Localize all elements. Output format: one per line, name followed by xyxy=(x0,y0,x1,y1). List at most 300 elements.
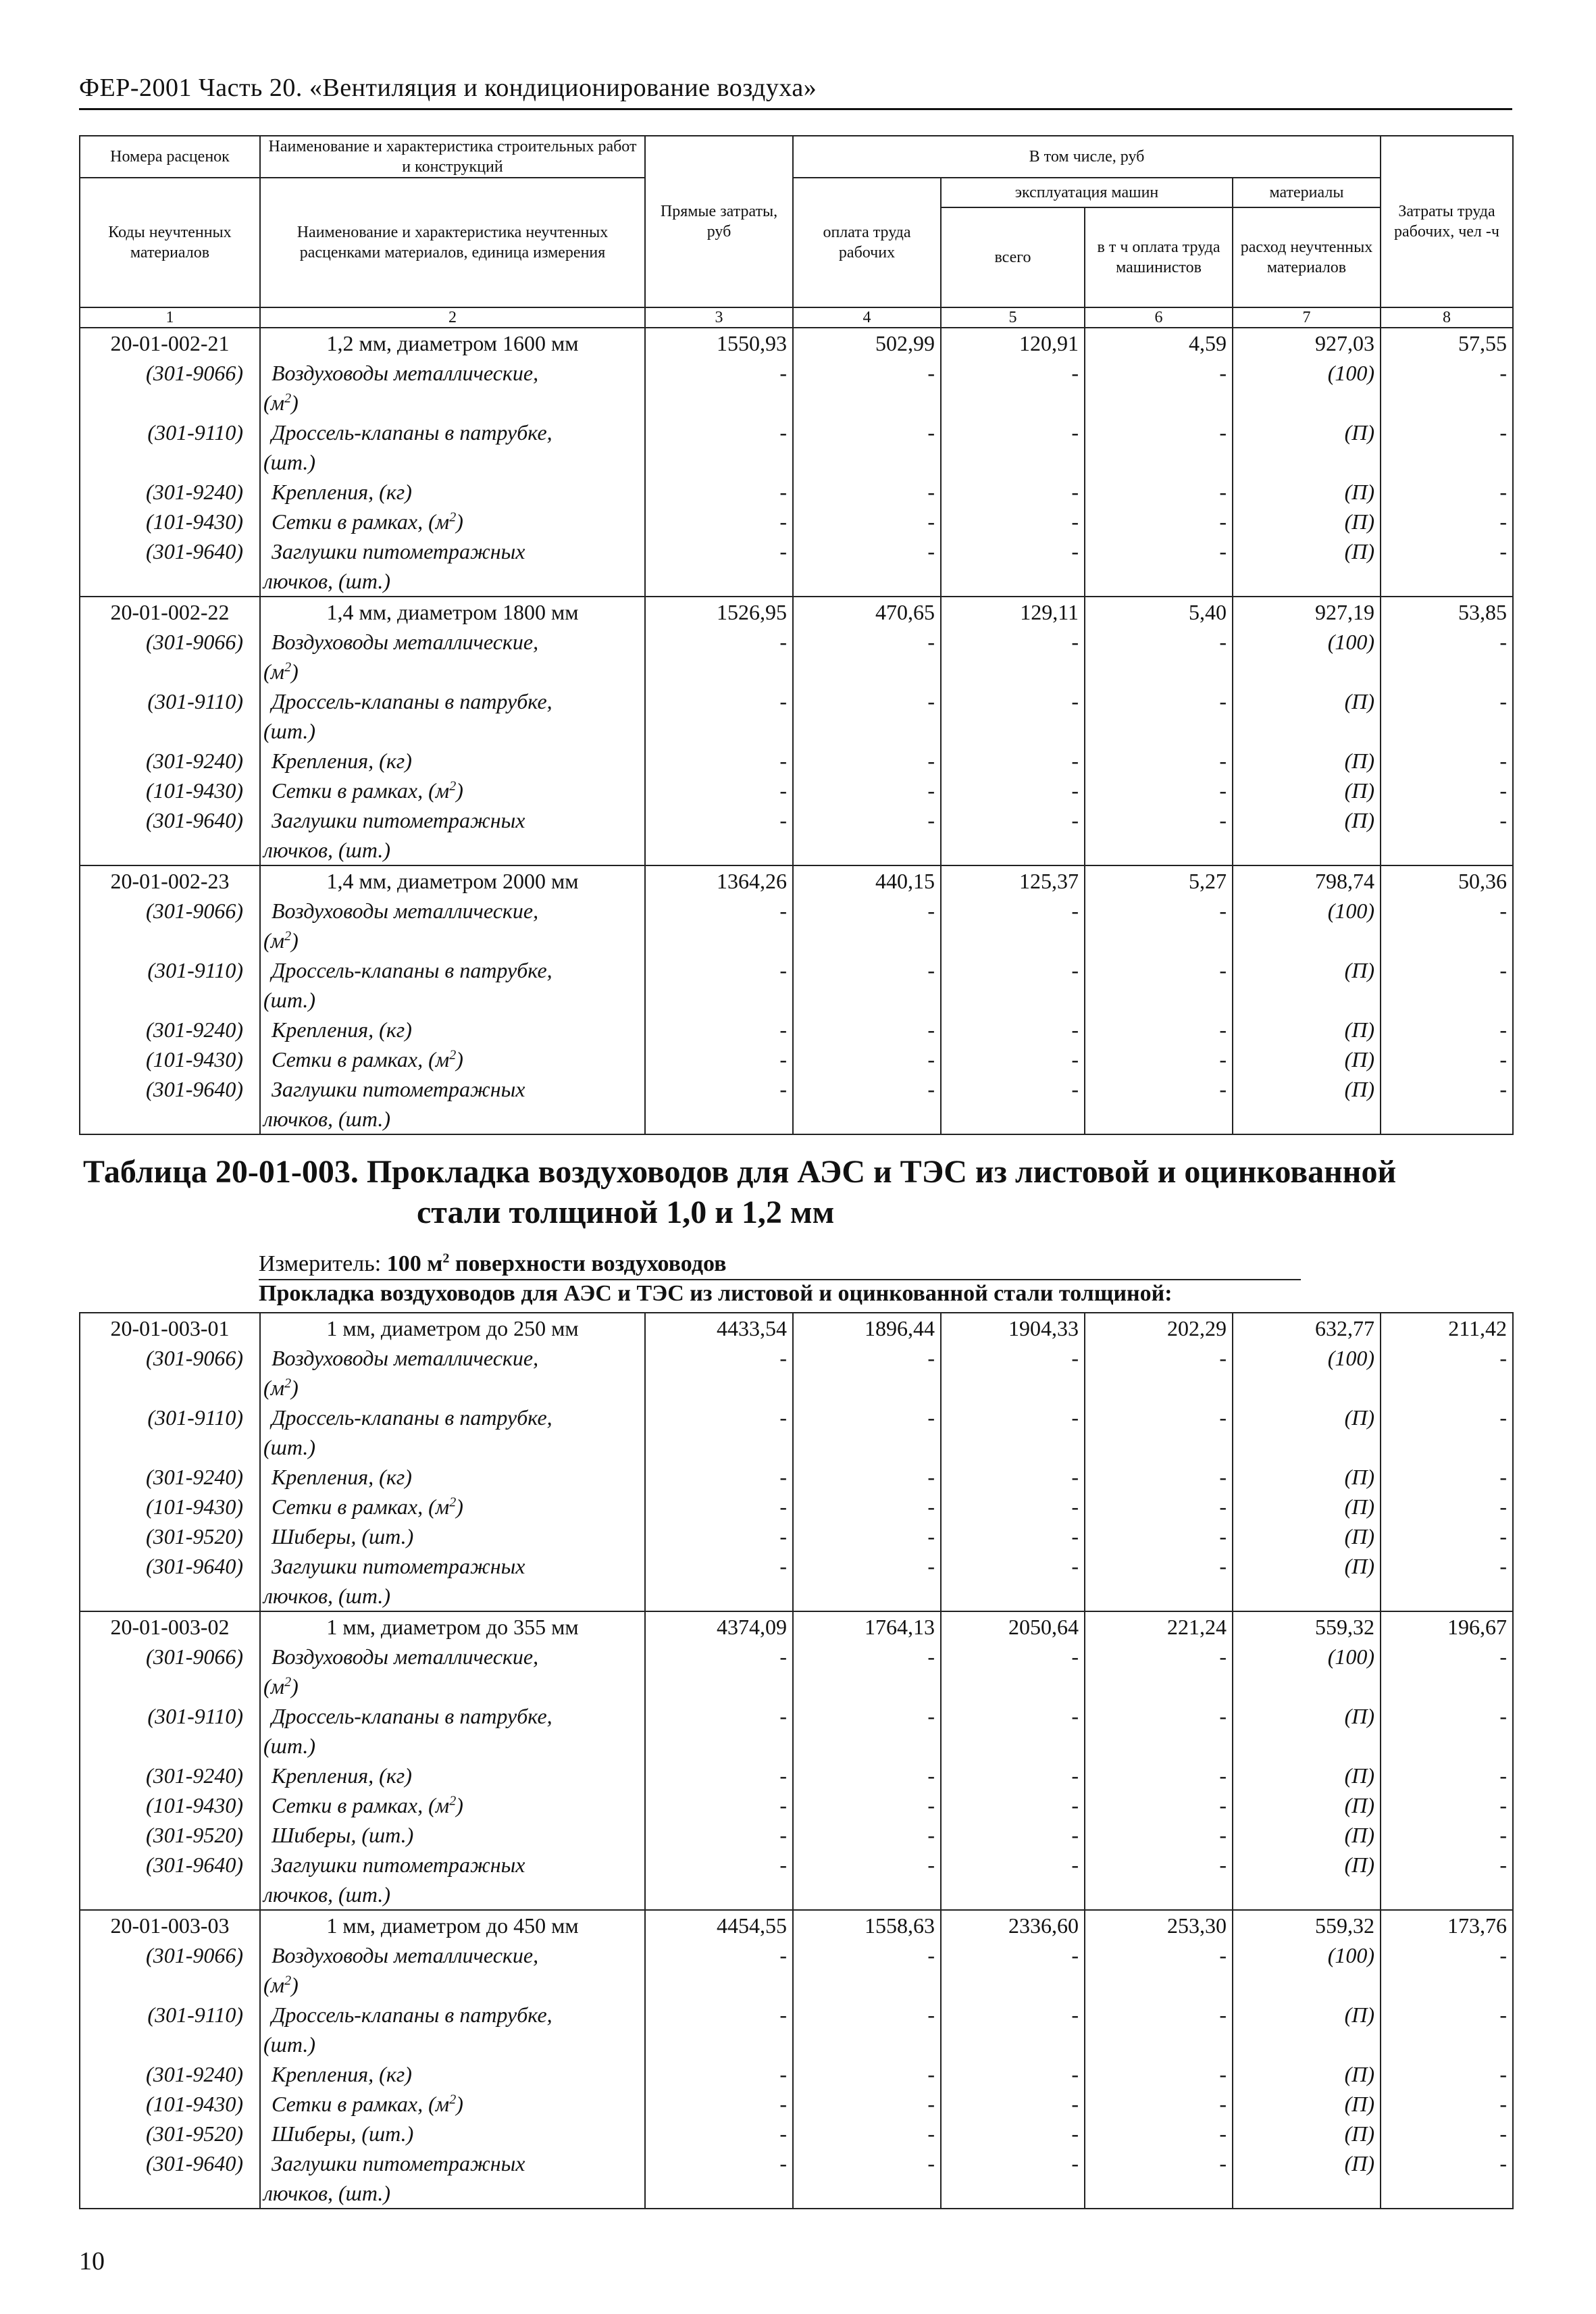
material-name: Сетки в рамках, $(м^2)$ xyxy=(260,507,645,536)
material-name: Заглушки питометражных лючков, (шт.) xyxy=(260,1551,645,1611)
material-name: Воздуховоды металлические, $(м^2)$ xyxy=(260,1642,645,1701)
material-dash: - xyxy=(645,2148,793,2209)
material-name: Сетки в рамках, $(м^2)$ xyxy=(260,776,645,805)
material-dash: - xyxy=(1085,1940,1233,2000)
material-dash: - xyxy=(793,358,941,418)
material-code: (101-9430) xyxy=(80,776,260,805)
rate-value: 927,03 xyxy=(1233,328,1381,358)
material-name: Заглушки питометражных лючков, (шт.) xyxy=(260,1074,645,1134)
material-dash: - xyxy=(645,627,793,686)
material-dash: - xyxy=(941,1015,1085,1045)
material-row xyxy=(80,1074,1513,1134)
material-dash: - xyxy=(645,1045,793,1074)
material-code: (301-9240) xyxy=(80,1761,260,1790)
material-dash: - xyxy=(793,1015,941,1045)
material-dash: - xyxy=(941,1403,1085,1462)
material-dash: - xyxy=(941,955,1085,1015)
rate-row xyxy=(80,328,1513,358)
material-dash: - xyxy=(1381,1551,1513,1611)
material-dash: - xyxy=(1085,1701,1233,1761)
material-dash: - xyxy=(1381,1015,1513,1045)
material-dash: - xyxy=(645,955,793,1015)
material-dash: - xyxy=(1381,1462,1513,1492)
material-row xyxy=(80,358,1513,418)
col-num: 1 xyxy=(80,307,260,328)
material-dash: - xyxy=(1085,686,1233,746)
material-dash: - xyxy=(793,1642,941,1701)
material-quantity: (П) xyxy=(1233,776,1381,805)
material-dash: - xyxy=(1085,746,1233,776)
material-name: Крепления, (кг) xyxy=(260,477,645,507)
material-name: Сетки в рамках, $(м^2)$ xyxy=(260,2089,645,2119)
material-dash: - xyxy=(1381,1790,1513,1820)
rate-value: 125,37 xyxy=(941,865,1085,896)
material-row xyxy=(80,2119,1513,2148)
material-dash: - xyxy=(645,1521,793,1551)
rate-value: 798,74 xyxy=(1233,865,1381,896)
header-worker-pay: оплата труда рабочих xyxy=(793,178,941,307)
material-dash: - xyxy=(793,896,941,955)
material-dash: - xyxy=(793,1074,941,1134)
material-code: (301-9240) xyxy=(80,1462,260,1492)
material-quantity: (П) xyxy=(1233,418,1381,477)
material-quantity: (П) xyxy=(1233,1492,1381,1521)
material-dash: - xyxy=(1085,1074,1233,1134)
col-num: 8 xyxy=(1381,307,1513,328)
material-dash: - xyxy=(793,805,941,865)
material-row xyxy=(80,1551,1513,1611)
material-row xyxy=(80,1343,1513,1403)
material-dash: - xyxy=(941,2059,1085,2089)
material-dash: - xyxy=(1381,805,1513,865)
material-dash: - xyxy=(793,776,941,805)
material-dash: - xyxy=(645,1074,793,1134)
material-quantity: (100) xyxy=(1233,896,1381,955)
material-row xyxy=(80,1790,1513,1820)
material-dash: - xyxy=(1085,805,1233,865)
section-title xyxy=(79,1152,1512,1233)
material-dash: - xyxy=(645,418,793,477)
material-row xyxy=(80,2089,1513,2119)
rate-value: 4454,55 xyxy=(645,1910,793,1940)
rate-code: 20-01-002-23 xyxy=(80,865,260,896)
material-code: (301-9640) xyxy=(80,1074,260,1134)
material-dash: - xyxy=(941,358,1085,418)
material-code: (301-9110) xyxy=(80,2000,260,2059)
material-dash: - xyxy=(1381,1521,1513,1551)
col-num: 4 xyxy=(793,307,941,328)
material-dash: - xyxy=(1381,686,1513,746)
material-code: (301-9066) xyxy=(80,627,260,686)
material-name: Воздуховоды металлические, $(м^2)$ xyxy=(260,1940,645,2000)
material-dash: - xyxy=(941,1343,1085,1403)
material-code: (101-9430) xyxy=(80,507,260,536)
material-dash: - xyxy=(793,1761,941,1790)
material-quantity: (П) xyxy=(1233,1820,1381,1850)
material-code: (301-9640) xyxy=(80,536,260,597)
material-dash: - xyxy=(645,1940,793,2000)
rate-value: 202,29 xyxy=(1085,1313,1233,1343)
rate-name: 1 мм, диаметром до 355 мм xyxy=(260,1611,645,1642)
rate-value: 5,40 xyxy=(1085,597,1233,627)
material-dash: - xyxy=(793,507,941,536)
material-dash: - xyxy=(793,1462,941,1492)
material-dash: - xyxy=(941,896,1085,955)
material-name: Воздуховоды металлические, $(м^2)$ xyxy=(260,1343,645,1403)
material-name: Дроссель-клапаны в патрубке, (шт.) xyxy=(260,418,645,477)
material-row xyxy=(80,1642,1513,1701)
material-quantity: (П) xyxy=(1233,1551,1381,1611)
rate-name: 1 мм, диаметром до 250 мм xyxy=(260,1313,645,1343)
material-dash: - xyxy=(645,1790,793,1820)
material-dash: - xyxy=(1085,418,1233,477)
material-code: (301-9110) xyxy=(80,955,260,1015)
header-rule xyxy=(79,108,1512,110)
header-operator-pay: в т ч оплата труда машинистов xyxy=(1085,207,1233,307)
material-dash: - xyxy=(645,805,793,865)
rate-row xyxy=(80,597,1513,627)
material-dash: - xyxy=(645,358,793,418)
rates-table-2 xyxy=(79,1312,1514,2209)
material-name: Шиберы, (шт.) xyxy=(260,2119,645,2148)
header-material-use: расход неучтенных материалов xyxy=(1233,207,1381,307)
material-dash: - xyxy=(793,1045,941,1074)
rate-value: 502,99 xyxy=(793,328,941,358)
material-row xyxy=(80,418,1513,477)
material-dash: - xyxy=(941,1820,1085,1850)
material-dash: - xyxy=(645,1761,793,1790)
material-dash: - xyxy=(645,2059,793,2089)
material-dash: - xyxy=(1085,358,1233,418)
material-dash: - xyxy=(793,2059,941,2089)
material-name: Заглушки питометражных лючков, (шт.) xyxy=(260,805,645,865)
material-name: Воздуховоды металлические, $(м^2)$ xyxy=(260,627,645,686)
material-code: (301-9640) xyxy=(80,805,260,865)
material-dash: - xyxy=(941,507,1085,536)
material-row xyxy=(80,1403,1513,1462)
material-code: (301-9110) xyxy=(80,418,260,477)
page-number: 10 xyxy=(79,2247,105,2275)
material-code: (301-9520) xyxy=(80,1820,260,1850)
material-dash: - xyxy=(793,686,941,746)
material-dash: - xyxy=(645,1642,793,1701)
section-title-line-1: Таблица 20-01-003. Прокладка воздуховодов для АЭС и ТЭС из листовой и оцинкованной xyxy=(83,1154,1397,1190)
material-code: (101-9430) xyxy=(80,1790,260,1820)
material-dash: - xyxy=(793,1940,941,2000)
rate-row xyxy=(80,1313,1513,1343)
header-direct-costs: Прямые затраты, руб xyxy=(645,136,793,307)
material-dash: - xyxy=(1381,2119,1513,2148)
material-dash: - xyxy=(793,1850,941,1910)
material-dash: - xyxy=(793,1551,941,1611)
material-dash: - xyxy=(1381,2089,1513,2119)
material-dash: - xyxy=(1085,1492,1233,1521)
rates-table-2-body xyxy=(80,1313,1513,2209)
material-dash: - xyxy=(1085,1820,1233,1850)
material-quantity: (П) xyxy=(1233,1701,1381,1761)
material-dash: - xyxy=(1085,627,1233,686)
material-row xyxy=(80,1492,1513,1521)
material-code: (301-9240) xyxy=(80,746,260,776)
material-dash: - xyxy=(645,686,793,746)
material-dash: - xyxy=(645,746,793,776)
material-code: (101-9430) xyxy=(80,2089,260,2119)
material-row xyxy=(80,1820,1513,1850)
measure-line xyxy=(259,1251,727,1277)
material-quantity: (П) xyxy=(1233,477,1381,507)
material-dash: - xyxy=(1381,1403,1513,1462)
material-name: Крепления, (кг) xyxy=(260,1462,645,1492)
material-name: Дроссель-клапаны в патрубке, (шт.) xyxy=(260,1701,645,1761)
material-row xyxy=(80,1462,1513,1492)
material-dash: - xyxy=(1085,1045,1233,1074)
rate-value: 1904,33 xyxy=(941,1313,1085,1343)
material-name: Дроссель-клапаны в патрубке, (шт.) xyxy=(260,955,645,1015)
rate-code: 20-01-003-03 xyxy=(80,1910,260,1940)
material-name: Заглушки питометражных лючков, (шт.) xyxy=(260,536,645,597)
material-dash: - xyxy=(1085,2089,1233,2119)
material-code: (301-9640) xyxy=(80,1850,260,1910)
rate-value: 129,11 xyxy=(941,597,1085,627)
material-dash: - xyxy=(645,896,793,955)
material-code: (301-9520) xyxy=(80,2119,260,2148)
material-row xyxy=(80,955,1513,1015)
rate-value: 559,32 xyxy=(1233,1611,1381,1642)
material-dash: - xyxy=(1381,1642,1513,1701)
material-dash: - xyxy=(941,805,1085,865)
rate-value: 50,36 xyxy=(1381,865,1513,896)
material-code: (301-9110) xyxy=(80,686,260,746)
rate-value: 221,24 xyxy=(1085,1611,1233,1642)
material-name: Дроссель-клапаны в патрубке, (шт.) xyxy=(260,1403,645,1462)
material-dash: - xyxy=(1085,1850,1233,1910)
material-quantity: (П) xyxy=(1233,686,1381,746)
material-dash: - xyxy=(793,1701,941,1761)
rate-value: 927,19 xyxy=(1233,597,1381,627)
material-dash: - xyxy=(941,1761,1085,1790)
material-dash: - xyxy=(1381,1940,1513,2000)
material-dash: - xyxy=(1381,1761,1513,1790)
material-dash: - xyxy=(941,1940,1085,2000)
material-row xyxy=(80,627,1513,686)
col-num: 7 xyxy=(1233,307,1381,328)
material-dash: - xyxy=(793,627,941,686)
measure-rule xyxy=(259,1279,1301,1280)
col-num: 3 xyxy=(645,307,793,328)
header-material-name: Наименование и характеристика неучтенных расценками материалов, единица измерения xyxy=(260,178,645,307)
material-row xyxy=(80,1045,1513,1074)
material-dash: - xyxy=(1381,358,1513,418)
section-title-line-2: стали толщиной 1,0 и 1,2 мм xyxy=(417,1194,835,1230)
material-dash: - xyxy=(1381,1045,1513,1074)
material-dash: - xyxy=(941,1850,1085,1910)
rate-value: 559,32 xyxy=(1233,1910,1381,1940)
material-dash: - xyxy=(645,1343,793,1403)
material-dash: - xyxy=(1381,627,1513,686)
material-dash: - xyxy=(1381,955,1513,1015)
material-dash: - xyxy=(941,1790,1085,1820)
material-dash: - xyxy=(941,418,1085,477)
material-quantity: (П) xyxy=(1233,1015,1381,1045)
material-dash: - xyxy=(941,2089,1085,2119)
material-dash: - xyxy=(1085,896,1233,955)
material-name: Крепления, (кг) xyxy=(260,746,645,776)
material-name: Сетки в рамках, $(м^2)$ xyxy=(260,1492,645,1521)
material-dash: - xyxy=(793,2148,941,2209)
rate-value: 632,77 xyxy=(1233,1313,1381,1343)
material-quantity: (100) xyxy=(1233,1343,1381,1403)
material-name: Воздуховоды металлические, $(м^2)$ xyxy=(260,896,645,955)
material-dash: - xyxy=(941,746,1085,776)
rate-row xyxy=(80,1910,1513,1940)
material-quantity: (П) xyxy=(1233,536,1381,597)
material-name: Крепления, (кг) xyxy=(260,1015,645,1045)
material-dash: - xyxy=(793,1790,941,1820)
material-dash: - xyxy=(1085,1015,1233,1045)
material-dash: - xyxy=(645,776,793,805)
material-dash: - xyxy=(793,1403,941,1462)
header-materials: материалы xyxy=(1233,178,1381,207)
material-name: Крепления, (кг) xyxy=(260,1761,645,1790)
material-dash: - xyxy=(1085,1761,1233,1790)
material-dash: - xyxy=(1085,477,1233,507)
header-work-name: Наименование и характеристика строительных работ и конструкций xyxy=(260,136,645,178)
material-name: Шиберы, (шт.) xyxy=(260,1820,645,1850)
material-dash: - xyxy=(793,2000,941,2059)
material-quantity: (П) xyxy=(1233,1074,1381,1134)
material-dash: - xyxy=(941,477,1085,507)
material-code: (301-9240) xyxy=(80,2059,260,2089)
material-dash: - xyxy=(941,2000,1085,2059)
material-dash: - xyxy=(1085,776,1233,805)
material-code: (301-9110) xyxy=(80,1403,260,1462)
material-dash: - xyxy=(941,1701,1085,1761)
material-dash: - xyxy=(645,2000,793,2059)
material-row xyxy=(80,1761,1513,1790)
material-dash: - xyxy=(793,1343,941,1403)
material-quantity: (100) xyxy=(1233,358,1381,418)
rate-value: 470,65 xyxy=(793,597,941,627)
material-dash: - xyxy=(1381,746,1513,776)
material-code: (301-9066) xyxy=(80,1343,260,1403)
material-dash: - xyxy=(1381,477,1513,507)
header-in-total: В том числе, руб xyxy=(793,136,1381,178)
material-dash: - xyxy=(1085,1551,1233,1611)
rate-code: 20-01-003-01 xyxy=(80,1313,260,1343)
material-dash: - xyxy=(1381,776,1513,805)
material-name: Сетки в рамках, $(м^2)$ xyxy=(260,1790,645,1820)
material-dash: - xyxy=(645,1551,793,1611)
material-row xyxy=(80,1015,1513,1045)
material-code: (301-9110) xyxy=(80,1701,260,1761)
material-dash: - xyxy=(645,1492,793,1521)
material-row xyxy=(80,2148,1513,2209)
material-name: Шиберы, (шт.) xyxy=(260,1521,645,1551)
rate-value: 173,76 xyxy=(1381,1910,1513,1940)
material-dash: - xyxy=(941,686,1085,746)
material-dash: - xyxy=(1085,1462,1233,1492)
material-row xyxy=(80,1521,1513,1551)
rate-value: 4433,54 xyxy=(645,1313,793,1343)
material-quantity: (П) xyxy=(1233,1850,1381,1910)
group-heading: Прокладка воздуховодов для АЭС и ТЭС из листовой и оцинкованной стали толщиной: xyxy=(259,1281,1173,1306)
rates-table-1 xyxy=(79,135,1514,1135)
material-dash: - xyxy=(941,1551,1085,1611)
material-quantity: (П) xyxy=(1233,746,1381,776)
material-quantity: (П) xyxy=(1233,1521,1381,1551)
material-dash: - xyxy=(1085,1790,1233,1820)
material-code: (101-9430) xyxy=(80,1492,260,1521)
rate-value: 2050,64 xyxy=(941,1611,1085,1642)
material-dash: - xyxy=(941,1521,1085,1551)
material-dash: - xyxy=(1085,2148,1233,2209)
material-dash: - xyxy=(1381,536,1513,597)
material-quantity: (П) xyxy=(1233,2119,1381,2148)
material-quantity: (100) xyxy=(1233,627,1381,686)
header-machines-total: всего xyxy=(941,207,1085,307)
material-row xyxy=(80,1701,1513,1761)
material-name: Воздуховоды металлические, $(м^2)$ xyxy=(260,358,645,418)
header-labor-hours: Затраты труда рабочих, чел -ч xyxy=(1381,136,1513,307)
material-dash: - xyxy=(645,477,793,507)
material-dash: - xyxy=(645,1015,793,1045)
material-dash: - xyxy=(941,1642,1085,1701)
material-dash: - xyxy=(793,477,941,507)
material-dash: - xyxy=(645,2089,793,2119)
material-quantity: (П) xyxy=(1233,1761,1381,1790)
material-code: (301-9066) xyxy=(80,896,260,955)
material-dash: - xyxy=(1085,1521,1233,1551)
material-row xyxy=(80,805,1513,865)
rate-value: 1764,13 xyxy=(793,1611,941,1642)
material-dash: - xyxy=(793,746,941,776)
material-name: Сетки в рамках, $(м^2)$ xyxy=(260,1045,645,1074)
col-num: 2 xyxy=(260,307,645,328)
rate-value: 211,42 xyxy=(1381,1313,1513,1343)
material-row xyxy=(80,2000,1513,2059)
material-code: (301-9066) xyxy=(80,358,260,418)
material-dash: - xyxy=(1085,1343,1233,1403)
rate-value: 53,85 xyxy=(1381,597,1513,627)
material-code: (301-9240) xyxy=(80,477,260,507)
material-dash: - xyxy=(941,536,1085,597)
material-dash: - xyxy=(941,1492,1085,1521)
material-name: Дроссель-клапаны в патрубке, (шт.) xyxy=(260,2000,645,2059)
material-dash: - xyxy=(645,1462,793,1492)
material-dash: - xyxy=(1381,507,1513,536)
material-dash: - xyxy=(1381,1850,1513,1910)
material-code: (301-9640) xyxy=(80,1551,260,1611)
rate-value: 4374,09 xyxy=(645,1611,793,1642)
material-dash: - xyxy=(1381,1820,1513,1850)
material-quantity: (100) xyxy=(1233,1642,1381,1701)
material-name: Крепления, (кг) xyxy=(260,2059,645,2089)
material-dash: - xyxy=(1381,1701,1513,1761)
material-dash: - xyxy=(1381,2000,1513,2059)
material-quantity: (П) xyxy=(1233,2000,1381,2059)
material-dash: - xyxy=(1085,507,1233,536)
material-dash: - xyxy=(793,2119,941,2148)
material-dash: - xyxy=(1085,1642,1233,1701)
material-dash: - xyxy=(1381,1492,1513,1521)
material-row xyxy=(80,1940,1513,2000)
material-row xyxy=(80,776,1513,805)
material-dash: - xyxy=(645,1850,793,1910)
material-code: (301-9066) xyxy=(80,1940,260,2000)
material-quantity: (П) xyxy=(1233,2089,1381,2119)
material-row xyxy=(80,507,1513,536)
material-quantity: (П) xyxy=(1233,507,1381,536)
